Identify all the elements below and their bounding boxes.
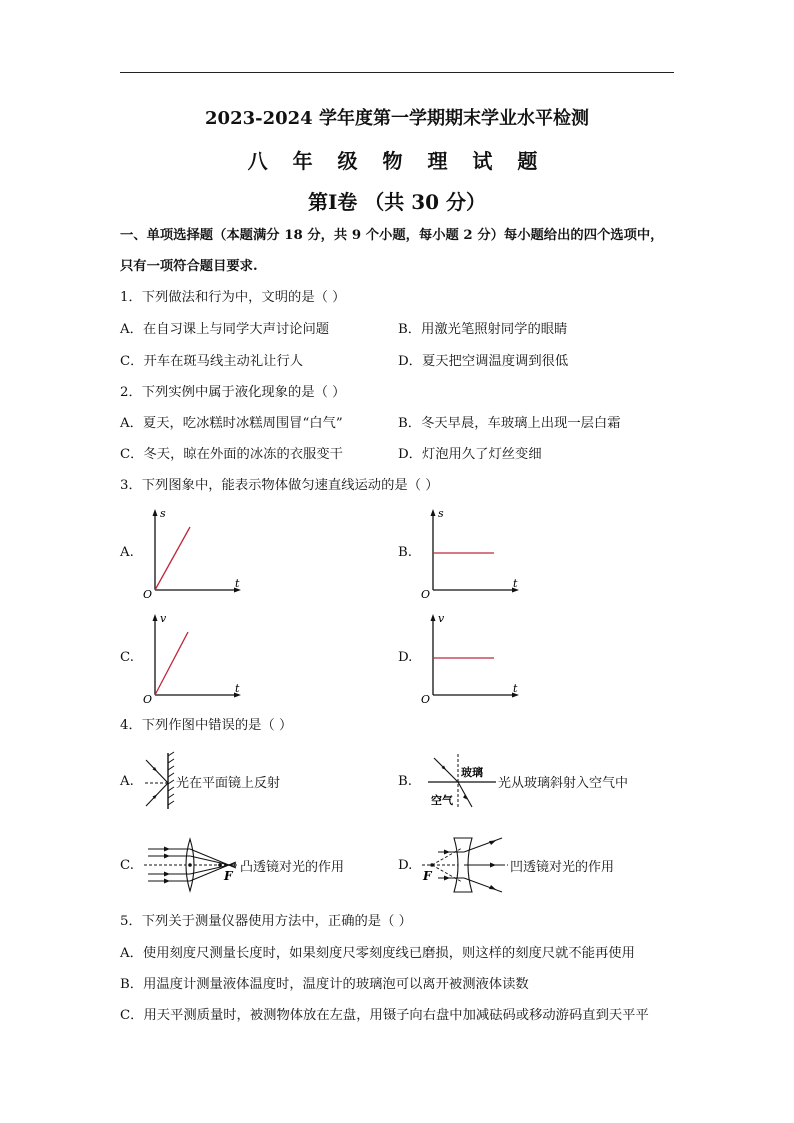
graph-b-y-label: s — [438, 507, 444, 520]
question-3-stem: 3．下列图象中，能表示物体做匀速直线运动的是（ ） — [120, 478, 439, 493]
graph-a-origin: O — [143, 588, 153, 600]
question-2-option-c: C．冬天，晾在外面的冰冻的衣服变干 — [120, 447, 343, 462]
question-2-option-a: A．夏天，吃冰糕时冰糕周围冒“白气” — [120, 416, 343, 431]
volume-title: 第Ⅰ卷 （共 30 分） — [307, 190, 487, 214]
figure-c-caption: 凸透镜对光的作用 — [240, 860, 345, 875]
graph-d-origin: O — [421, 693, 431, 705]
figure-concave-lens — [418, 834, 510, 896]
section-instruction-2: 只有一项符合题目要求. — [120, 259, 258, 274]
question-5-option-c: C．用天平测质量时，被测物体放在左盘，用镊子向右盘中加减砝码或移动游码直到天平平 — [120, 1008, 649, 1023]
question-1-stem: 1．下列做法和行为中，文明的是（ ） — [120, 290, 346, 305]
graph-c-x-label: t — [235, 682, 240, 695]
question-4-option-b: B. — [398, 774, 412, 789]
graph-a-y-label: s — [160, 507, 166, 520]
graph-c-y-label: v — [160, 612, 167, 625]
question-4-option-c: C. — [120, 858, 134, 873]
figure-b-caption: 光从玻璃斜射入空气中 — [498, 776, 629, 791]
figure-glass-to-air — [418, 752, 498, 810]
question-1-option-a: A．在自习课上与同学大声讨论问题 — [120, 322, 330, 337]
graph-d — [418, 610, 528, 705]
question-5-option-b: B．用温度计测量液体温度时，温度计的玻璃泡可以离开被测液体读数 — [120, 977, 529, 992]
graph-c-origin: O — [143, 693, 153, 705]
exam-title: 2023-2024 学年度第一学期期末学业水平检测 — [205, 108, 589, 129]
question-2-option-d: D．灯泡用久了灯丝变细 — [398, 447, 542, 462]
graph-a-x-label: t — [235, 577, 240, 590]
figure-d-caption: 凹透镜对光的作用 — [510, 860, 615, 875]
question-1-option-d: D．夏天把空调温度调到很低 — [398, 354, 569, 369]
graph-d-x-label: t — [513, 682, 518, 695]
section-instruction-1: 一、单项选择题（本题满分 18 分，共 9 个小题，每小题 2 分）每小题给出的四个选项中， — [120, 228, 664, 243]
concave-focus-label: F — [423, 869, 432, 883]
subject-title: 八 年 级 物 理 试 题 — [247, 149, 547, 173]
question-3-option-b: B. — [398, 545, 412, 560]
graph-c — [140, 610, 250, 705]
question-4-option-d: D. — [398, 858, 413, 873]
question-3-option-a: A. — [120, 545, 134, 560]
question-2-option-b: B．冬天早晨，车玻璃上出现一层白霜 — [398, 416, 621, 431]
graph-b — [418, 505, 528, 600]
figure-a-caption: 光在平面镜上反射 — [176, 776, 281, 791]
convex-focus-label: F — [224, 869, 233, 883]
question-4-option-a: A. — [120, 774, 134, 789]
question-4-stem: 4．下列作图中错误的是（ ） — [120, 718, 293, 733]
top-rule — [120, 72, 674, 73]
figure-convex-lens — [140, 836, 240, 894]
label-air: 空气 — [431, 794, 453, 807]
graph-b-origin: O — [421, 588, 431, 600]
graph-b-x-label: t — [513, 577, 518, 590]
figure-mirror-reflection — [140, 750, 176, 812]
question-3-option-d: D. — [398, 650, 413, 665]
question-2-stem: 2．下列实例中属于液化现象的是（ ） — [120, 385, 346, 400]
question-5-stem: 5．下列关于测量仪器使用方法中，正确的是（ ） — [120, 914, 412, 929]
question-1-option-c: C．开车在斑马线主动礼让行人 — [120, 354, 304, 369]
graph-d-y-label: v — [438, 612, 445, 625]
question-1-option-b: B．用激光笔照射同学的眼睛 — [398, 322, 568, 337]
graph-a — [140, 505, 250, 600]
question-5-option-a: A．使用刻度尺测量长度时，如果刻度尺零刻度线已磨损，则这样的刻度尺就不能再使用 — [120, 946, 635, 961]
question-3-option-c: C. — [120, 650, 134, 665]
label-glass: 玻璃 — [461, 766, 483, 779]
